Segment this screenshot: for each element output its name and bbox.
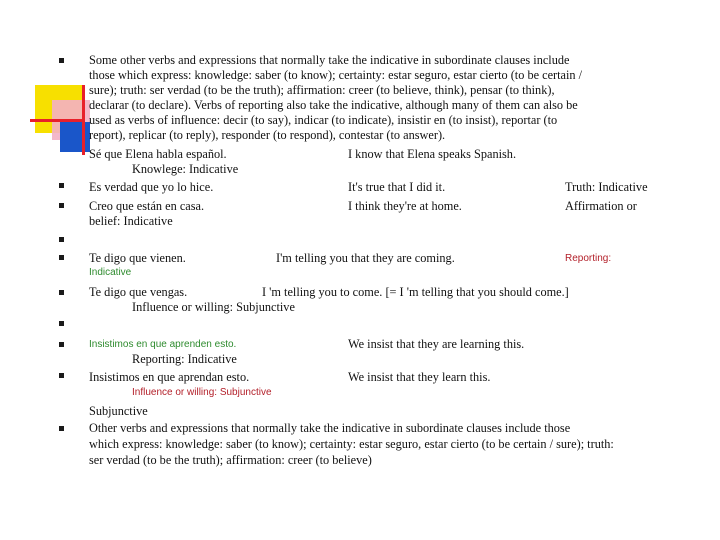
- example-label: Subjunctive: [89, 404, 148, 418]
- example-spanish: Te digo que vienen.: [89, 251, 186, 265]
- example-spanish: Creo que están en casa.: [89, 199, 205, 213]
- bullet: [59, 321, 64, 326]
- bullet: [59, 237, 64, 242]
- example-english: We insist that they are learning this.: [348, 337, 525, 351]
- example-label: Affirmation or: [565, 199, 637, 213]
- decor-red-line: [30, 119, 85, 122]
- outro-line: Other verbs and expressions that normally take the indicative in subordinate clauses include those: [89, 421, 571, 435]
- decor-red-vline: [82, 85, 85, 155]
- intro-line: report), replicar (to reply), responder (to respond), contestar (to answer).: [89, 128, 446, 142]
- example-label: Influence or willing: Subjunctive: [132, 387, 272, 398]
- bullet: [59, 58, 64, 63]
- example-spanish: Te digo que vengas.: [89, 285, 188, 299]
- example-english: We insist that they learn this.: [348, 370, 491, 384]
- example-spanish: Insistimos en que aprenden esto.: [89, 339, 237, 350]
- bullet: [59, 426, 64, 431]
- example-english: It's true that I did it.: [348, 180, 446, 194]
- example-label: Truth: Indicative: [565, 180, 648, 194]
- example-spanish: Insistimos en que aprendan esto.: [89, 370, 250, 384]
- bullet: [59, 342, 64, 347]
- example-spanish: Es verdad que yo lo hice.: [89, 180, 214, 194]
- bullet: [59, 373, 64, 378]
- intro-line: sure); truth: ser verdad (to be the truth); affirmation: creer (to believe, think), pensar (to think),: [89, 83, 555, 97]
- outro-line: which express: knowledge: saber (to know); certainty: estar seguro, estar cierto (to be certain / sure); truth:: [89, 437, 614, 451]
- example-label: Knowlege: Indicative: [132, 162, 239, 176]
- intro-line: those which express: knowledge: saber (to know); certainty: estar seguro, estar cierto (to be certain /: [89, 68, 583, 82]
- bullet: [59, 255, 64, 260]
- intro-line: Some other verbs and expressions that normally take the indicative in subordinate clauses include: [89, 53, 570, 67]
- example-english: I 'm telling you to come. [= I 'm telling that you should come.]: [262, 285, 569, 299]
- example-english: I'm telling you that they are coming.: [276, 251, 455, 265]
- example-english: I think they're at home.: [348, 199, 462, 213]
- example-label: Reporting: Indicative: [132, 352, 237, 366]
- bullet: [59, 290, 64, 295]
- intro-line: declarar (to declare). Verbs of reporting also take the indicative, although many of them can also be: [89, 98, 578, 112]
- example-label: Reporting:: [565, 253, 612, 264]
- bullet: [59, 183, 64, 188]
- intro-line: used as verbs of influence: decir (to say), indicar (to indicate), insistir en (to insist), reportar (to: [89, 113, 558, 127]
- example-label: Indicative: [89, 267, 132, 278]
- decor-blue-block: [60, 122, 90, 152]
- outro-line: ser verdad (to be the truth); affirmation: creer (to believe): [89, 453, 372, 467]
- example-label: Influence or willing: Subjunctive: [132, 300, 295, 314]
- example-english: I know that Elena speaks Spanish.: [348, 147, 517, 161]
- bullet: [59, 203, 64, 208]
- example-spanish: Sé que Elena habla español.: [89, 147, 227, 161]
- example-label: belief: Indicative: [89, 214, 173, 228]
